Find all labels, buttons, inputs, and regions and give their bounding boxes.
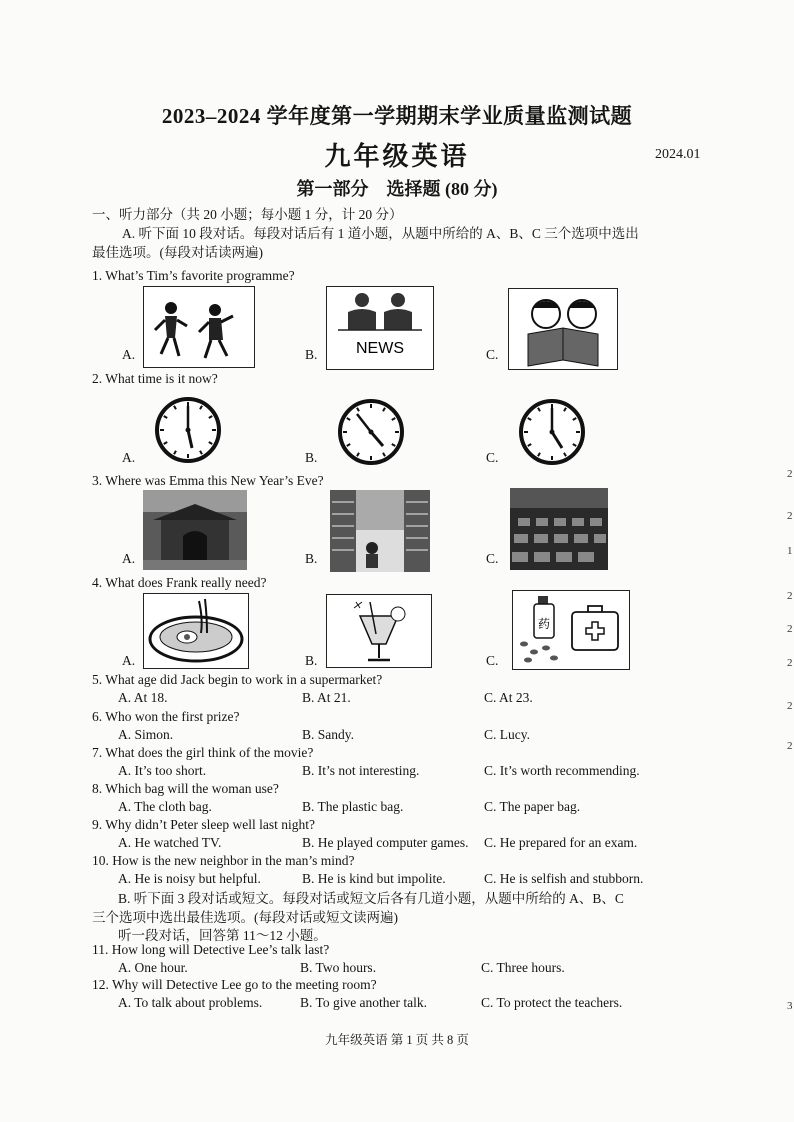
option-a: A. To talk about problems.	[118, 995, 263, 1010]
part-heading: 第一部分 选择题 (80 分)	[296, 179, 498, 199]
instruction-b-line3: 听一段对话，回答第 11～12 小题。	[118, 928, 327, 943]
ancient-gate-photo	[143, 490, 247, 570]
option-a: A. It’s too short.	[118, 763, 207, 778]
news-anchors-image	[326, 286, 434, 370]
option-c: C. It’s worth recommending.	[484, 763, 640, 778]
question-10: 10. How is the new neighbor in the man’s mind?	[92, 853, 355, 868]
instruction-a-line1: A. 听下面 10 段对话。每段对话后有 1 道小题，从题中所给的 A、B、C 三个选项中选出	[122, 226, 639, 241]
edge-mark: 2	[787, 657, 793, 669]
cold-drink-image	[326, 594, 432, 668]
option-c: C. The paper bag.	[484, 799, 581, 814]
option-b: B. To give another talk.	[300, 995, 428, 1010]
option-label: A.	[122, 551, 136, 566]
medicine-label: 药	[537, 617, 551, 631]
option-b: B. He is kind but impolite.	[302, 871, 446, 886]
question-6: 6. Who won the first prize?	[92, 709, 240, 724]
option-b: B. Sandy.	[302, 727, 355, 742]
medicine-kit-image	[512, 590, 630, 670]
instruction-b-line1: B. 听下面 3 段对话或短文。每段对话或短文后各有几道小题，从题中所给的 A、B、C	[118, 891, 624, 906]
news-label: NEWS	[356, 340, 404, 357]
option-b: B. The plastic bag.	[302, 799, 404, 814]
dancing-figures-image	[143, 286, 255, 368]
option-a: A. One hour.	[118, 960, 188, 975]
option-label: C.	[486, 450, 499, 465]
question-3: 3. Where was Emma this New Year’s Eve?	[92, 473, 324, 488]
edge-mark: 2	[787, 510, 793, 522]
question-5: 5. What age did Jack begin to work in a supermarket?	[92, 672, 383, 687]
option-label: B.	[305, 551, 318, 566]
question-4: 4. What does Frank really need?	[92, 575, 267, 590]
option-a: A. Simon.	[118, 727, 174, 742]
edge-mark: 3	[787, 1000, 793, 1012]
option-b: B. At 21.	[302, 690, 351, 705]
clock-icon	[154, 396, 222, 464]
question-7: 7. What does the girl think of the movie?	[92, 745, 314, 760]
cinema-hall-photo	[510, 488, 608, 570]
instruction-a-line2: 最佳选项。(每段对话读两遍)	[92, 245, 263, 260]
edge-mark: 2	[787, 468, 793, 480]
option-label: C.	[486, 551, 499, 566]
subject-title: 九年级英语	[324, 142, 470, 171]
option-b: B. Two hours.	[300, 960, 377, 975]
option-label: C.	[486, 347, 499, 362]
option-a: A. He is noisy but helpful.	[118, 871, 261, 886]
question-1: 1. What’s Tim’s favorite programme?	[92, 268, 295, 283]
option-c: C. Lucy.	[484, 727, 530, 742]
option-c: C. To protect the teachers.	[481, 995, 623, 1010]
noodle-bowl-image	[143, 593, 249, 669]
option-c: C. He is selfish and stubborn.	[484, 871, 644, 886]
option-c: C. At 23.	[484, 690, 533, 705]
option-label: B.	[305, 347, 318, 362]
option-a: A. At 18.	[118, 690, 168, 705]
option-a: A. He watched TV.	[118, 835, 222, 850]
question-12: 12. Why will Detective Lee go to the meeting room?	[92, 977, 377, 992]
section-heading: 一、听力部分（共 20 小题；每小题 1 分，计 20 分）	[92, 207, 403, 222]
option-label: B.	[305, 653, 318, 668]
edge-mark: 2	[787, 700, 793, 712]
option-label: A.	[122, 450, 136, 465]
option-b: B. It’s not interesting.	[302, 763, 420, 778]
question-8: 8. Which bag will the woman use?	[92, 781, 279, 796]
edge-mark: 2	[787, 740, 793, 752]
option-label: B.	[305, 450, 318, 465]
question-9: 9. Why didn’t Peter sleep well last night?	[92, 817, 315, 832]
option-label: C.	[486, 653, 499, 668]
edge-mark: 2	[787, 590, 793, 602]
option-b: B. He played computer games.	[302, 835, 469, 850]
page-footer: 九年级英语 第 1 页 共 8 页	[325, 1033, 469, 1047]
option-label: A.	[122, 653, 136, 668]
exam-date: 2024.01	[655, 147, 701, 162]
option-c: C. Three hours.	[481, 960, 565, 975]
option-c: C. He prepared for an exam.	[484, 835, 638, 850]
question-2: 2. What time is it now?	[92, 371, 218, 386]
question-11: 11. How long will Detective Lee’s talk last?	[92, 942, 330, 957]
instruction-b-line2: 三个选项中选出最佳选项。(每段对话或短文读两遍)	[92, 910, 398, 925]
option-a: A. The cloth bag.	[118, 799, 212, 814]
option-label: A.	[122, 347, 136, 362]
edge-mark: 1	[787, 545, 793, 557]
clock-icon	[337, 398, 405, 466]
library-shelves-photo	[330, 490, 430, 572]
exam-title: 2023–2024 学年度第一学期期末学业质量监测试题	[161, 104, 633, 128]
clock-icon	[518, 398, 586, 466]
kids-reading-image	[508, 288, 618, 370]
edge-mark: 2	[787, 623, 793, 635]
